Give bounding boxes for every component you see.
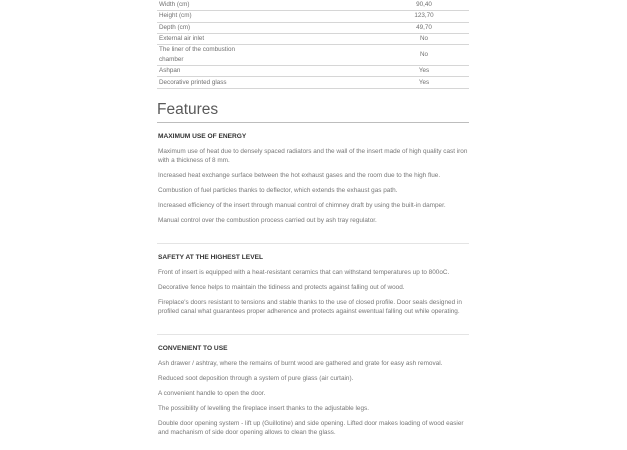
spec-label: Decorative printed glass [157,77,245,88]
feature-paragraph: Combustion of fuel particles thanks to deflector, which extends the exhaust gas path. [158,186,398,194]
table-row [157,11,469,22]
feature-paragraph: Reduced soot deposition through a system of pure glass (air curtain). [158,374,354,382]
spec-value: 49,70 [245,22,469,33]
section-safety [157,254,469,316]
section-divider [157,322,469,335]
table-row [157,0,469,11]
features-heading: Features [157,101,469,123]
spec-value: 90,40 [245,0,469,11]
feature-paragraph: Decorative fence helps to maintain the tidiness and protects against falling out of wood. [158,283,405,291]
feature-paragraph: Manual control over the combustion process carried out by ash tray regulator. [158,216,377,224]
section-title: SAFETY AT THE HIGHEST LEVEL [158,253,264,261]
feature-paragraph: Front of insert is equipped with a heat-resistant ceramics that can withstand temperatures up to 800oC. [158,268,450,276]
feature-paragraph: Double door opening system - lift up (Guillotine) and side opening. Lifted door makes loading of wood easier and machanism of side door opening allows to clean the glass. [158,419,464,436]
feature-paragraph: Fireplace's doors resistant to tensions and stable thanks to the use of closed profile. Door seals designed in profiled canal what guarantees proper adherence and protects against ewentual falling out while operating. [158,298,462,315]
table-row [157,45,469,66]
feature-paragraph: Increased efficiency of the insert through manual control of chimney draft by using the built-in damper. [158,201,446,209]
feature-paragraph: Ash drawer / ashtray, where the remains of burnt wood are gathered and grate for easy ash removal. [158,359,443,367]
feature-paragraph: The possibility of levelling the fireplace insert thanks to the adjustable legs. [158,404,370,412]
spec-label: Depth (cm) [157,22,245,33]
spec-label: Width (cm) [157,0,245,11]
table-row [157,22,469,33]
table-row [157,77,469,88]
section-title: MAXIMUM USE OF ENERGY [158,132,247,140]
feature-paragraph: Increased heat exchange surface between the hot exhaust gases and the room due to the high flue. [158,171,441,179]
spec-label: Ashpan [157,66,245,77]
feature-paragraph: Maximum use of heat due to densely spaced radiators and the wall of the insert made of high quality cast iron with a thickness of 8 mm. [158,147,468,164]
table-row [157,33,469,44]
feature-paragraph: A convenient handle to open the door. [158,389,266,397]
section-divider [157,231,469,244]
section-convenient-to-use [157,345,469,437]
spec-label: The liner of the combustion chamber [157,45,245,66]
spec-value: No [245,33,469,44]
product-content [157,0,469,443]
section-maximum-use-of-energy [157,133,469,225]
spec-label: External air inlet [157,33,245,44]
spec-value: 123,70 [245,11,469,22]
specs-table [157,0,469,89]
spec-value: No [245,45,469,66]
section-title: CONVENIENT TO USE [158,344,228,352]
spec-value: Yes [245,66,469,77]
table-row [157,66,469,77]
spec-value: Yes [245,77,469,88]
spec-label: Height (cm) [157,11,245,22]
